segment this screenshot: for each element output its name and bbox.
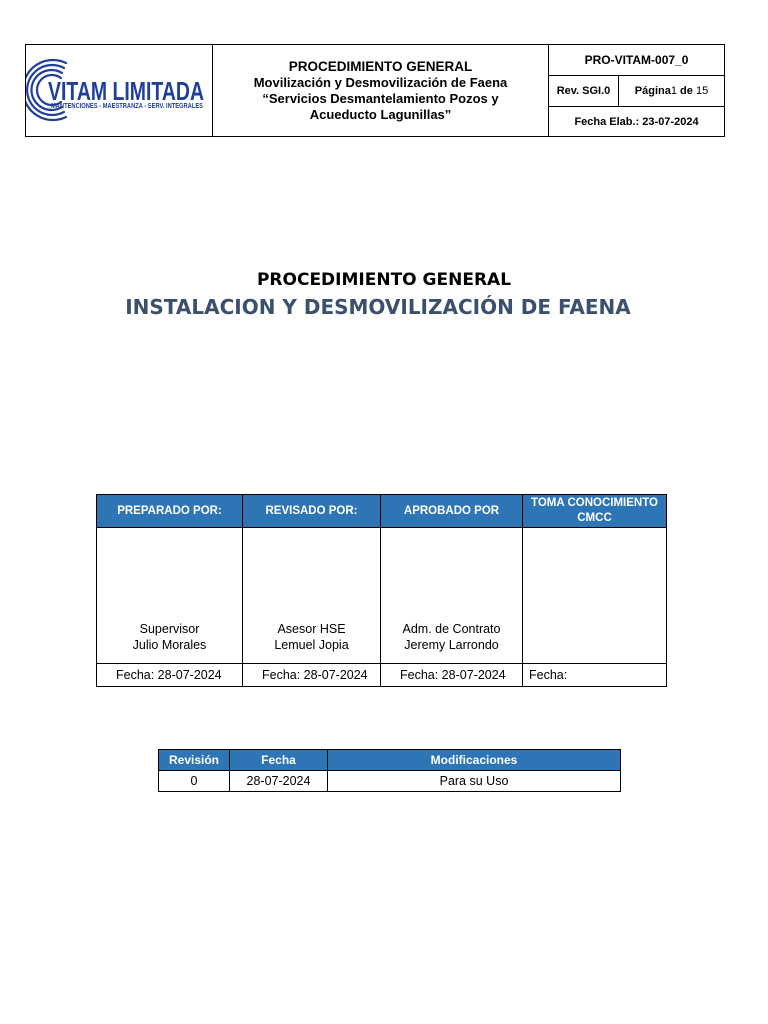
- page-total: 15: [695, 85, 709, 97]
- table-row: [159, 771, 621, 792]
- header-fecha: Fecha: [230, 750, 328, 771]
- date-revisado: Fecha: 28-07-2024: [243, 664, 381, 687]
- document-title: PROCEDIMIENTO GENERAL: [256, 270, 512, 290]
- company-logo: [26, 45, 213, 137]
- date-aprobado: Fecha: 28-07-2024: [381, 664, 523, 687]
- header-title-line2: Movilización y Desmovilización de Faena: [253, 74, 508, 90]
- page-of: de: [680, 85, 693, 97]
- header-title-line3: “Servicios Desmantelamiento Pozos y: [262, 90, 499, 106]
- header-modificaciones: Modificaciones: [328, 750, 621, 771]
- document-code: PRO-VITAM-007_0: [549, 45, 725, 76]
- revision-page-row: [549, 76, 725, 107]
- signature-cell-revisado: [243, 528, 381, 664]
- header-revisado: REVISADO POR:: [243, 495, 381, 528]
- header-aprobado: APROBADO POR: [381, 495, 523, 528]
- svg-text:VITAM LIMITADA: VITAM LIMITADA: [48, 76, 205, 106]
- header-title-line1: PROCEDIMIENTO GENERAL: [288, 58, 473, 74]
- role-aprobado: Adm. de Contrato: [402, 622, 501, 636]
- name-aprobado: Jeremy Larrondo: [404, 638, 499, 652]
- revision-code: Rev. SGI.0: [549, 76, 619, 106]
- svg-text:MANTENCIONES - MAESTRANZA - SE: MANTENCIONES - MAESTRANZA - SERV. INTEGRALES: [51, 103, 204, 110]
- vitam-logo-icon: [26, 45, 212, 131]
- approval-table: [96, 494, 667, 687]
- document-header: [25, 44, 725, 137]
- role-revisado: Asesor HSE: [277, 622, 346, 636]
- date-preparado: Fecha: 28-07-2024: [97, 664, 243, 687]
- header-revision: Revisión: [159, 750, 230, 771]
- page-number: [619, 76, 725, 106]
- role-preparado: Supervisor: [139, 622, 200, 636]
- signature-cell-aprobado: [381, 528, 523, 664]
- signature-cell-toma-conocimiento: [523, 528, 667, 664]
- header-title-line4: Acueducto Lagunillas”: [309, 106, 452, 122]
- header-preparado: PREPARADO POR:: [97, 495, 243, 528]
- date-toma-conocimiento: Fecha:: [523, 664, 667, 687]
- name-revisado: Lemuel Jopia: [274, 638, 349, 652]
- page-label: Página: [634, 85, 671, 97]
- header-toma-conocimiento: TOMA CONOCIMIENTO CMCC: [523, 495, 667, 528]
- signature-cell-preparado: [97, 528, 243, 664]
- revision-date: 28-07-2024: [230, 771, 328, 792]
- revision-number: 0: [159, 771, 230, 792]
- header-title: [213, 45, 549, 137]
- document-subtitle: INSTALACION Y DESMOVILIZACIÓN DE FAENA: [125, 295, 631, 319]
- page-current: 1: [670, 85, 677, 97]
- revision-history-table: [158, 749, 621, 792]
- fecha-elaboracion: Fecha Elab.: 23-07-2024: [549, 107, 725, 137]
- revision-modification: Para su Uso: [328, 771, 621, 792]
- name-preparado: Julio Morales: [132, 638, 207, 652]
